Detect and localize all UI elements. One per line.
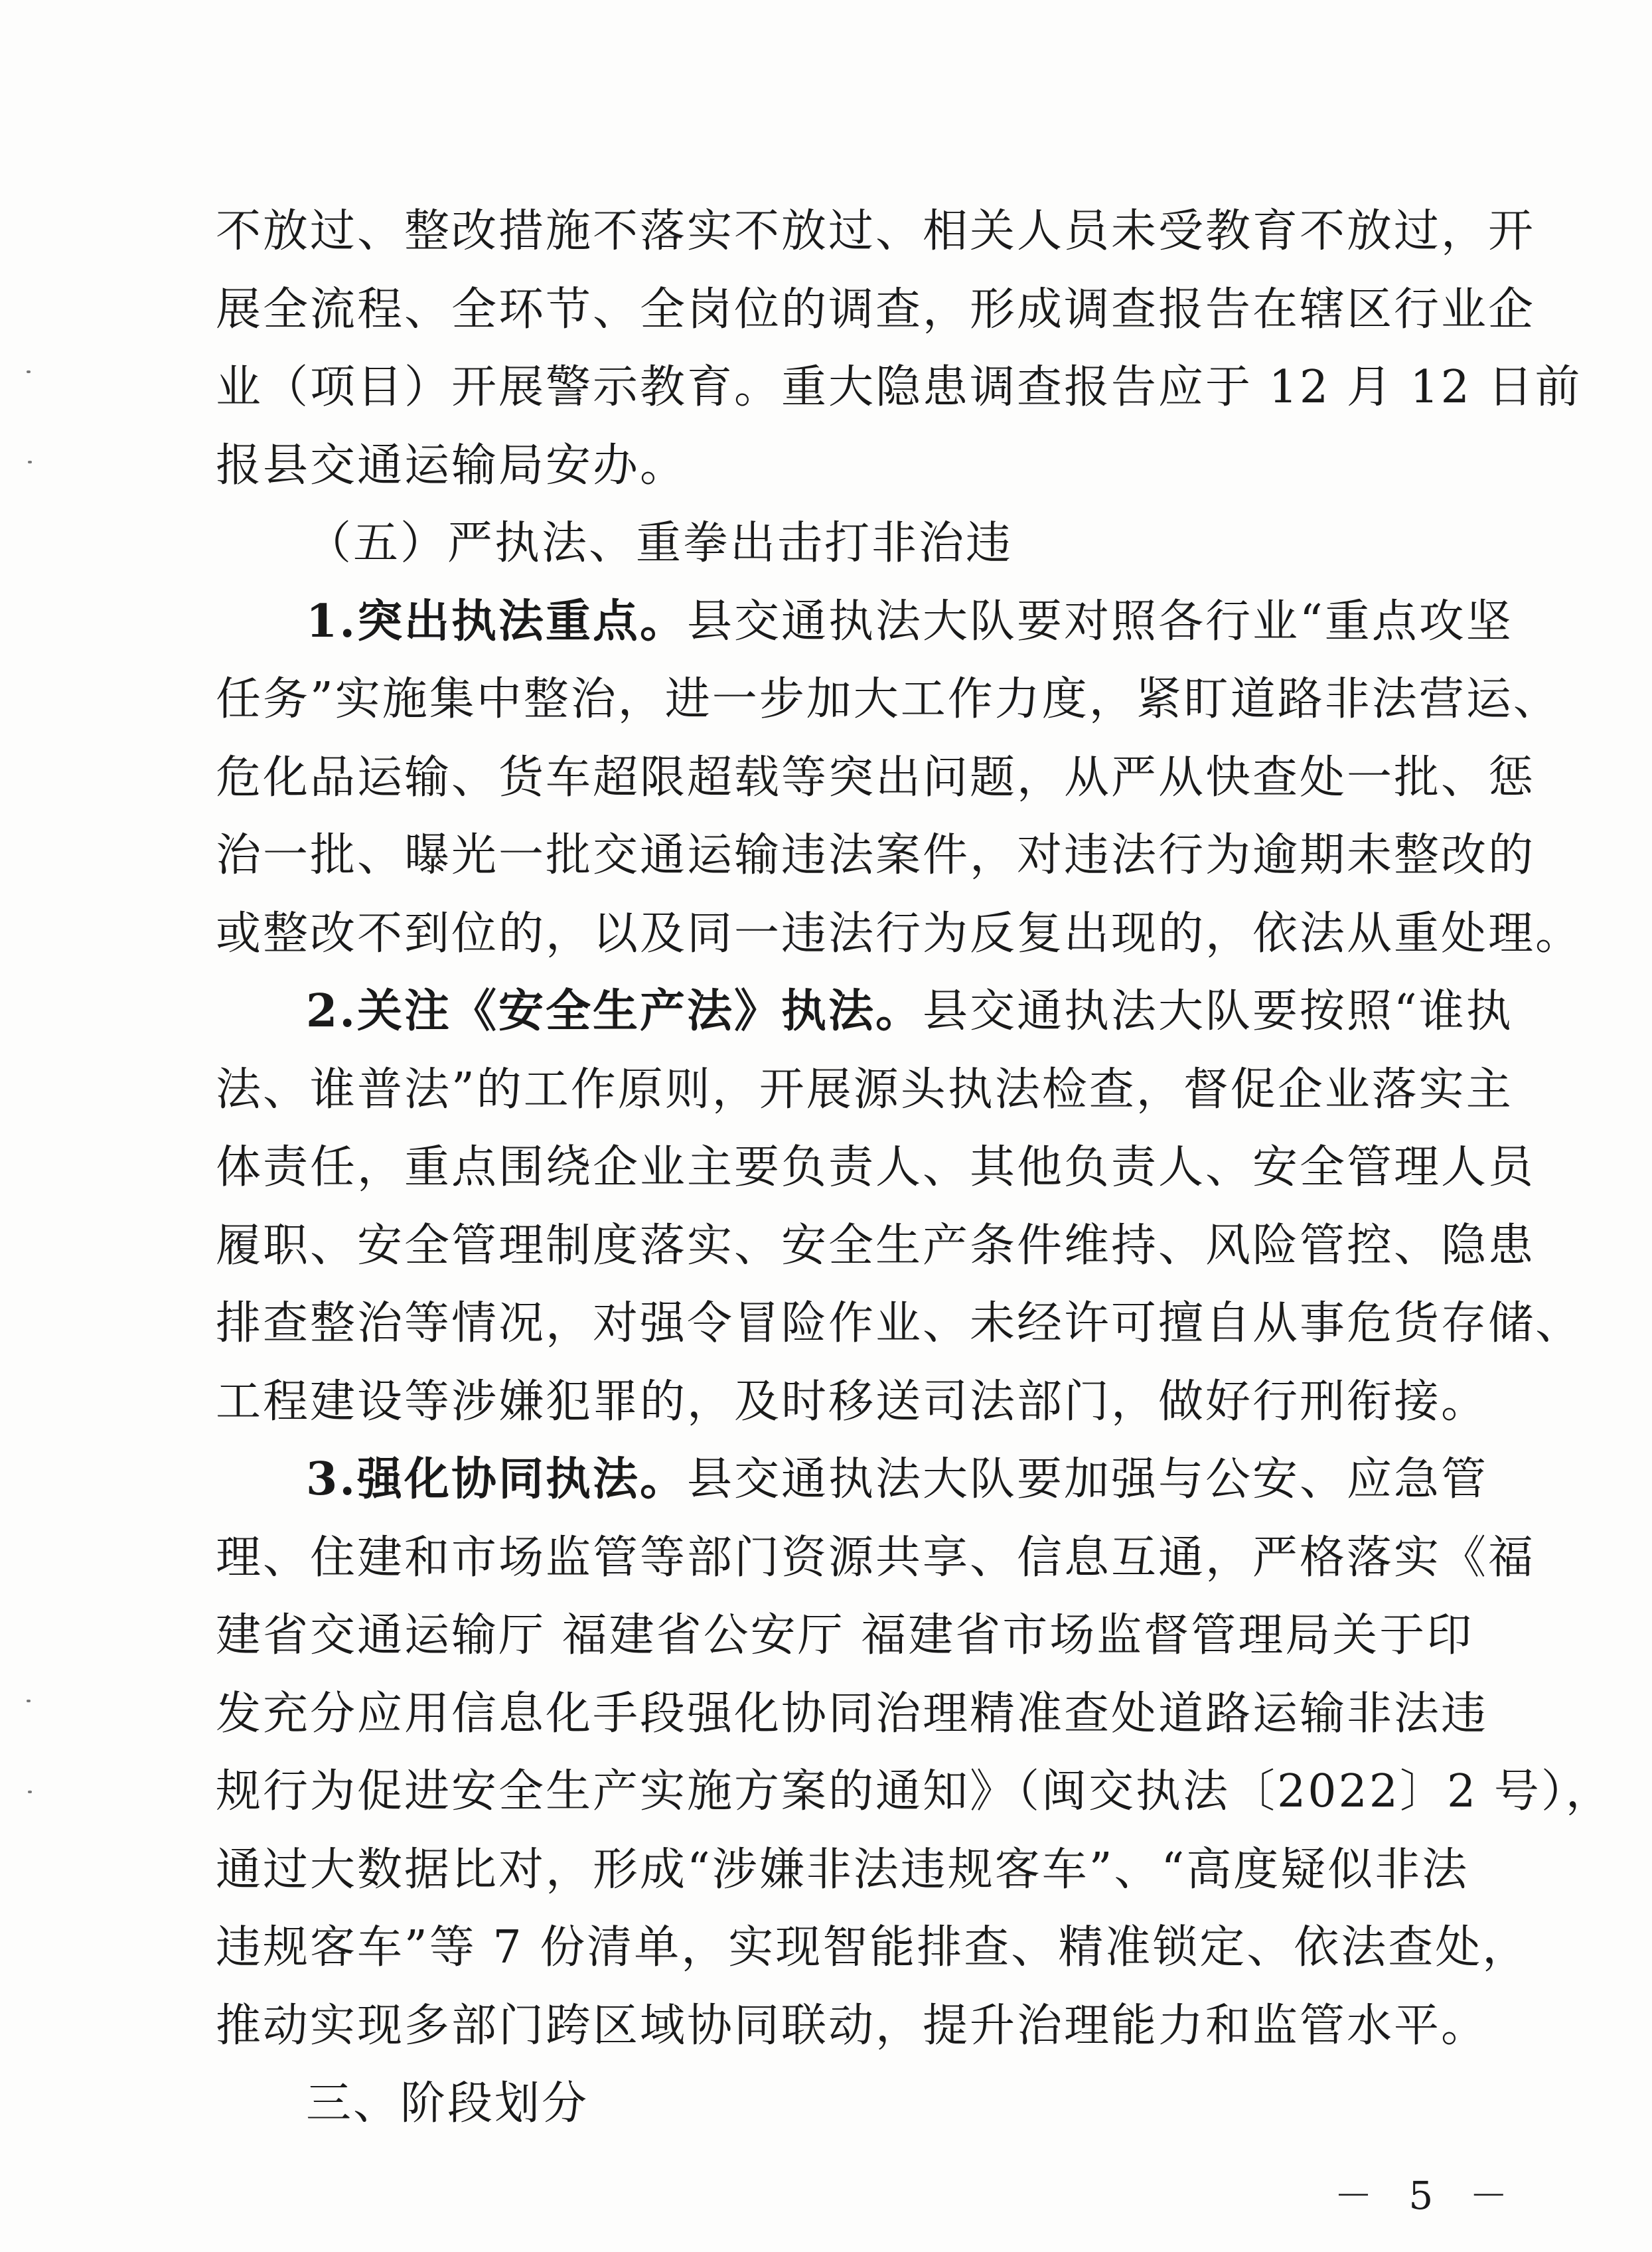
- item-text: 县交通执法大队要加强与公安、应急管: [687, 1453, 1489, 1506]
- scan-mark: [28, 1791, 32, 1793]
- body-line: 发充分应用信息化手段强化协同治理精准查处道路运输非法违: [216, 1687, 1489, 1740]
- body-line: 违规客车”等 7 份清单，实现智能排查、精准锁定、依法查处，: [216, 1921, 1530, 1974]
- item-text: 县交通执法大队要对照各行业“重点攻坚: [687, 595, 1513, 648]
- scan-mark: [28, 461, 32, 463]
- body-line: 规行为促进安全生产实施方案的通知》（闽交执法〔2022〕2 号），: [216, 1765, 1613, 1818]
- body-line: 建省交通运输厅 福建省公安厅 福建省市场监督管理局关于印: [216, 1609, 1474, 1662]
- body-line: 工程建设等涉嫌犯罪的，及时移送司法部门，做好行刑衔接。: [216, 1375, 1489, 1428]
- body-line: [216, 1441, 1489, 1519]
- body-line: 报县交通运输局安办。: [216, 439, 688, 492]
- body-line: 不放过、整改措施不落实不放过、相关人员未受教育不放过，开: [216, 205, 1536, 258]
- body-line: 推动实现多部门跨区域协同联动，提升治理能力和监管水平。: [216, 1999, 1489, 2052]
- item-lead: 1.突出执法重点。: [306, 594, 687, 648]
- body-line: 任务”实施集中整治，进一步加大工作力度，紧盯道路非法营运、: [216, 673, 1560, 726]
- body-line: 法、谁普法”的工作原则，开展源头执法检查，督促企业落实主: [216, 1063, 1513, 1116]
- body-line: 履职、安全管理制度落实、安全生产条件维持、风险管控、隐患: [216, 1219, 1536, 1272]
- body-line: 业（项目）开展警示教育。重大隐患调查报告应于 12 月 12 日前: [216, 361, 1582, 414]
- body-line: [216, 973, 1513, 1051]
- body-line: 排查整治等情况，对强令冒险作业、未经许可擅自从事危货存储、: [216, 1297, 1583, 1350]
- item-text: 县交通执法大队要按照“谁执: [923, 985, 1513, 1038]
- body-line: 或整改不到位的，以及同一违法行为反复出现的，依法从重处理。: [216, 907, 1583, 960]
- section-heading: 三、阶段划分: [306, 2077, 589, 2130]
- document-body: [216, 193, 1613, 2143]
- body-line: 治一批、曝光一批交通运输违法案件，对违法行为逾期未整改的: [216, 829, 1536, 882]
- body-line: 通过大数据比对，形成“涉嫌非法违规客车”、“高度疑似非法: [216, 1843, 1469, 1896]
- body-line: [216, 583, 1513, 661]
- body-line: 理、住建和市场监管等部门资源共享、信息互通，严格落实《福: [216, 1531, 1536, 1584]
- body-line: 危化品运输、货车超限超载等突出问题，从严从快查处一批、惩: [216, 751, 1536, 804]
- scan-mark: [27, 370, 31, 373]
- body-line: 体责任，重点围绕企业主要负责人、其他负责人、安全管理人员: [216, 1141, 1536, 1194]
- item-lead: 3.强化协同执法。: [306, 1453, 687, 1506]
- body-line: 展全流程、全环节、全岗位的调查，形成调查报告在辖区行业企: [216, 283, 1536, 336]
- item-lead: 2.关注《安全生产法》执法。: [306, 985, 923, 1038]
- page-number: － 5 －: [1334, 2173, 1520, 2218]
- section-heading: （五）严执法、重拳出击打非治违: [306, 517, 1014, 570]
- scan-mark: [27, 1700, 31, 1702]
